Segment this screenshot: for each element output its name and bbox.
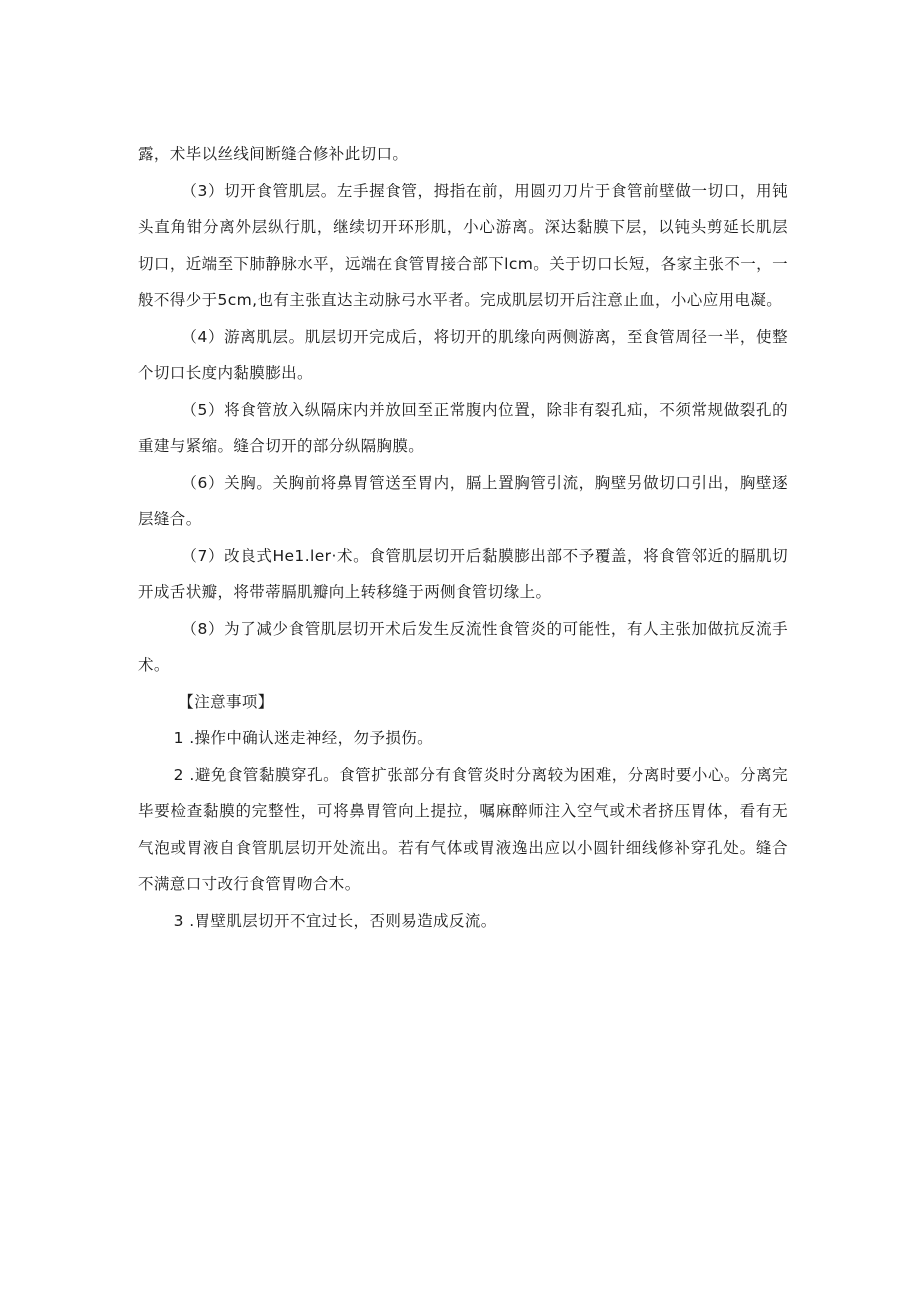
section-heading-precautions: 【注意事项】 [178, 692, 274, 711]
paragraph-continuation: 露，术毕以丝线间断缝合修补此切口。 [138, 145, 409, 163]
document-body [138, 136, 788, 939]
paragraph-step-5: （5）将食管放入纵隔床内并放回至正常腹内位置，除非有裂孔疝，不须常规做裂孔的重建与紧缩。缝合切开的部分纵隔胸膜。 [138, 400, 788, 455]
paragraph-step-3: （3）切开食管肌层。左手握食管，拇指在前，用圆刃刀片于食管前壁做一切口，用钝头直角钳分离外层纵行肌，继续切开环形肌，小心游离。深达黏膜下层，以钝头剪延长肌层切口，近端至下肺静脉水平，远端在食管胃接合部下lcm。关于切口长短，各家主张不一，一般不得少于5cm,也有主张直达主动脉弓水平者。完成肌层切开后注意止血，小心应用电凝。 [138, 181, 788, 309]
paragraph-step-7: （7）改良式He1.ler·术。食管肌层切开后黏膜膨出部不予覆盖，将食管邻近的膈肌切开成舌状瓣，将带蒂膈肌瓣向上转移缝于两侧食管切缘上。 [138, 546, 788, 601]
paragraph-step-6: （6）关胸。关胸前将鼻胃管送至胃内，膈上置胸管引流，胸壁另做切口引出，胸壁逐层缝合。 [138, 473, 788, 528]
paragraph-step-8: （8）为了减少食管肌层切开术后发生反流性食管炎的可能性，有人主张加做抗反流手术。 [138, 619, 788, 674]
paragraph-step-4: （4）游离肌层。肌层切开完成后，将切开的肌缘向两侧游离，至食管周径一半，使整个切口长度内黏膜膨出。 [138, 327, 788, 382]
precaution-item-3: 3 .胃壁肌层切开不宜过长，否则易造成反流。 [173, 911, 497, 930]
precaution-item-1: 1 .操作中确认迷走神经，勿予损伤。 [173, 729, 434, 747]
precaution-item-2: 2 .避免食管黏膜穿孔。食管扩张部分有食管炎时分离较为困难，分离时要小心。分离完毕要检查黏膜的完整性，可将鼻胃管向上提拉，嘱麻醉师注入空气或术者挤压胃体，看有无气泡或胃液自食管肌层切开处流出。若有气体或胃液逸出应以小圆针细线修补穿孔处。缝合不满意口寸改行食管胃吻合木。 [138, 765, 788, 893]
